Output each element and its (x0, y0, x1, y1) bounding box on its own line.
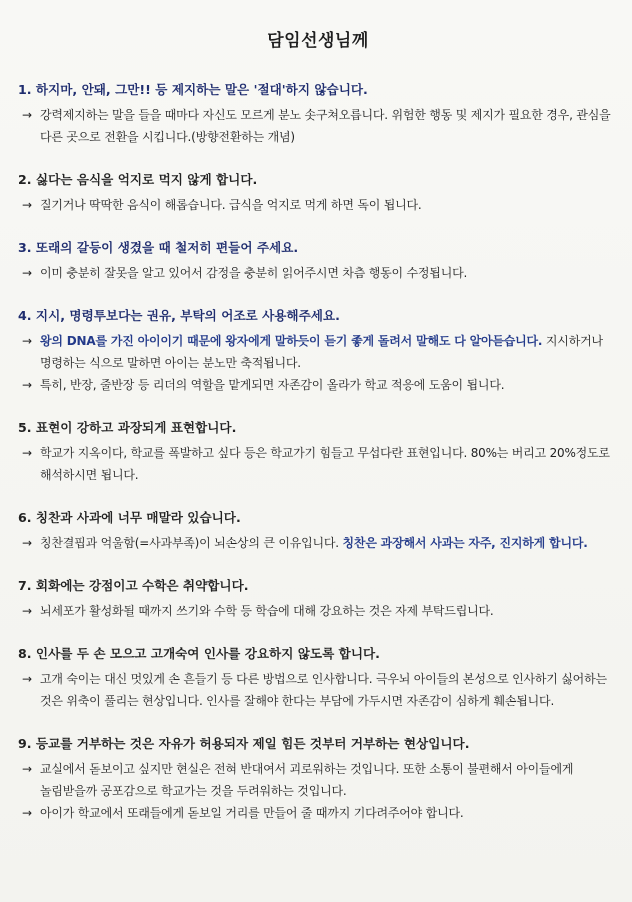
arrow-icon: → (22, 806, 33, 820)
item-4 (18, 307, 618, 396)
arrow-icon: → (22, 378, 33, 392)
item-heading: 9. 등교를 거부하는 것은 자유가 허용되자 제일 힘든 것부터 거부하는 현상입니다. (18, 736, 470, 751)
item-line (18, 104, 618, 148)
item-text: 고개 숙이는 대신 멋있게 손 흔들기 등 다른 방법으로 인사합니다. 극우뇌 아이들의 본성으로 인사하기 싫어하는 것은 위축이 풀리는 현상입니다. 인사를 잘해야 한다는 부담에 가두시면 자존감이 심하게 훼손됩니다. (40, 672, 607, 708)
arrow-icon: → (22, 446, 33, 460)
arrow-icon: → (22, 334, 33, 348)
item-text: 질기거나 딱딱한 음식이 해롭습니다. 급식을 억지로 먹게 하면 독이 됩니다. (40, 198, 422, 212)
arrow-icon: → (22, 762, 33, 776)
item-5 (18, 419, 618, 486)
item-line (18, 374, 618, 396)
arrow-icon: → (22, 604, 33, 618)
item-text (40, 532, 618, 554)
page-title: 담임선생님께 (267, 31, 369, 51)
item-line (18, 262, 618, 284)
arrow-icon: → (22, 672, 33, 686)
item-text: 교실에서 돋보이고 싶지만 현실은 전혀 반대여서 괴로워하는 것입니다. 또한 소통이 불편해서 아이들에게 놀림받을까 공포감으로 학교가는 것을 두려워하는 것입니다. (40, 762, 574, 798)
item-heading: 2. 싫다는 음식을 억지로 먹지 않게 합니다. (18, 172, 258, 187)
plain-text: 칭찬결핍과 억울함(=사과부족)이 뇌손상의 큰 이유입니다. (40, 536, 343, 550)
item-heading: 6. 칭찬과 사과에 너무 매말라 있습니다. (18, 510, 241, 525)
item-text: 아이가 학교에서 또래들에게 돋보일 거리를 만들어 줄 때까지 기다려주어야 합니다. (40, 806, 464, 820)
item-heading: 7. 회화에는 강점이고 수학은 취약합니다. (18, 578, 249, 593)
item-heading: 5. 표현이 강하고 과장되게 표현합니다. (18, 420, 237, 435)
item-text: 학교가 지옥이다, 학교를 폭발하고 싶다 등은 학교가기 힘들고 무섭다란 표현입니다. 80%는 버리고 20%정도로 해석하시면 됩니다. (40, 446, 610, 482)
arrow-icon: → (22, 266, 33, 280)
item-heading: 8. 인사를 두 손 모으고 고개숙여 인사를 강요하지 않도록 합니다. (18, 646, 380, 661)
item-heading: 4. 지시, 명령투보다는 권유, 부탁의 어조로 사용해주세요. (18, 308, 340, 323)
item-heading: 1. 하지마, 안돼, 그만!! 등 제지하는 말은 '절대'하지 않습니다. (18, 82, 368, 97)
emphasis-text: 칭찬은 과장해서 사과는 자주, 진지하게 합니다. (342, 536, 588, 550)
emphasis-text: 왕의 DNA를 가진 아이이기 때문에 왕자에게 말하듯이 듣기 좋게 돌려서 말해도 다 알아듣습니다. (40, 334, 543, 348)
item-text: 뇌세포가 활성화될 때까지 쓰기와 수학 등 학습에 대해 강요하는 것은 자제 부탁드립니다. (40, 604, 494, 618)
item-text: 특히, 반장, 줄반장 등 리더의 역할을 맡게되면 자존감이 올라가 학교 적응에 도움이 됩니다. (40, 378, 505, 392)
item-text: 이미 충분히 잘못을 알고 있어서 감정을 충분히 읽어주시면 차츰 행동이 수정됩니다. (40, 266, 468, 280)
arrow-icon: → (22, 108, 33, 122)
arrow-icon: → (22, 198, 33, 212)
item-line (18, 600, 618, 622)
item-heading: 3. 또래의 갈등이 생겼을 때 철저히 편들어 주세요. (18, 240, 299, 255)
item-3 (18, 239, 618, 284)
item-line (18, 802, 618, 824)
item-text (40, 330, 618, 374)
item-line (18, 758, 618, 802)
item-8 (18, 645, 618, 712)
item-6 (18, 509, 618, 554)
item-line (18, 194, 618, 216)
item-line (18, 442, 618, 486)
plain-text: 지시하거나 명령하는 식으로 말하면 아이는 분노만 축적됩니다. (40, 334, 603, 370)
item-text: 강력제지하는 말을 들을 때마다 자신도 모르게 분노 솟구쳐오릅니다. 위험한 행동 및 제지가 필요한 경우, 관심을 다른 곳으로 전환을 시킵니다.(방향전환하는 개념) (40, 108, 611, 144)
item-2 (18, 171, 618, 216)
item-line (18, 532, 618, 554)
item-7 (18, 577, 618, 622)
item-line (18, 330, 618, 374)
arrow-icon: → (22, 536, 33, 550)
item-9 (18, 735, 618, 824)
item-line (18, 668, 618, 712)
item-1 (18, 81, 618, 148)
